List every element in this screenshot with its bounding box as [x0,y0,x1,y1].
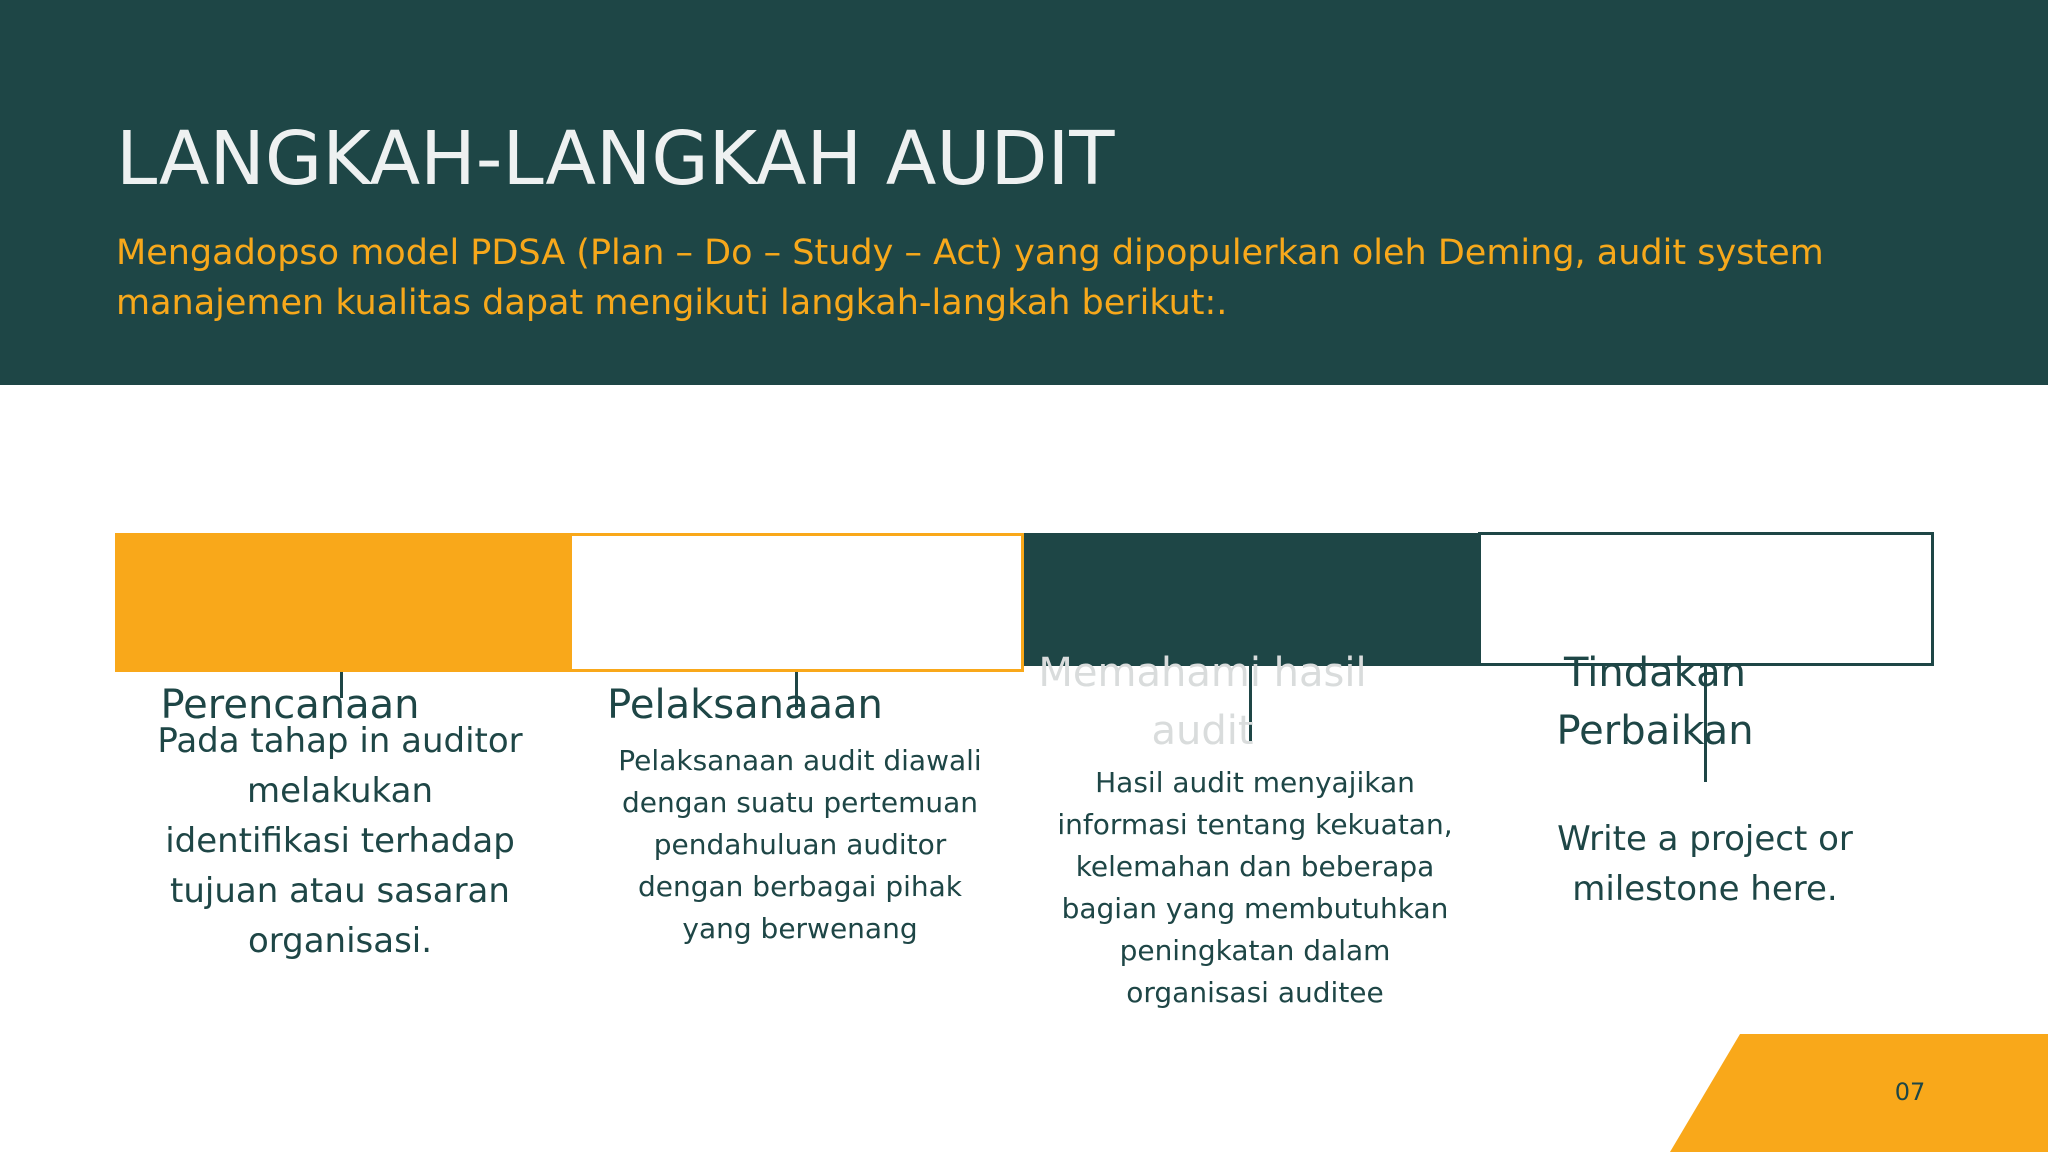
page-number: 07 [1894,1078,1926,1106]
step-4-description: Write a project or milestone here. [1557,819,1853,909]
slide-subtitle: Mengadopso model PDSA (Plan – Do – Study – Act) yang dipopulerkan oleh Deming, audit system manajemen kualitas dapat mengikuti langkah-langkah berikut:. [116,233,1824,323]
step-1-description: Pada tahap in auditor melakukan identifikasi terhadap tujuan atau sasaran organisasi. [157,721,523,961]
step-3-title: Memahami hasil audit [1038,650,1367,754]
corner-accent-shape [1670,1034,2048,1152]
step-3-description: Hasil audit menyajikan informasi tentang kekuatan, kelemahan dan beberapa bagian yang membutuhkan peningkatan dalam organisasi auditee [1057,766,1453,1009]
step-2-title: Pelaksanaaan [607,682,883,728]
step-2-block [569,533,1024,672]
step-1-title: Perencanaan [160,682,420,728]
step-1-block [115,533,570,672]
slide-title: LANGKAH-LANGKAH AUDIT [116,116,1115,202]
step-4-title: Tindakan Perbaikan [1556,650,1754,754]
step-2-description: Pelaksanaan audit diawali dengan suatu pertemuan pendahuluan auditor dengan berbagai pihak yang berwenang [618,744,982,945]
